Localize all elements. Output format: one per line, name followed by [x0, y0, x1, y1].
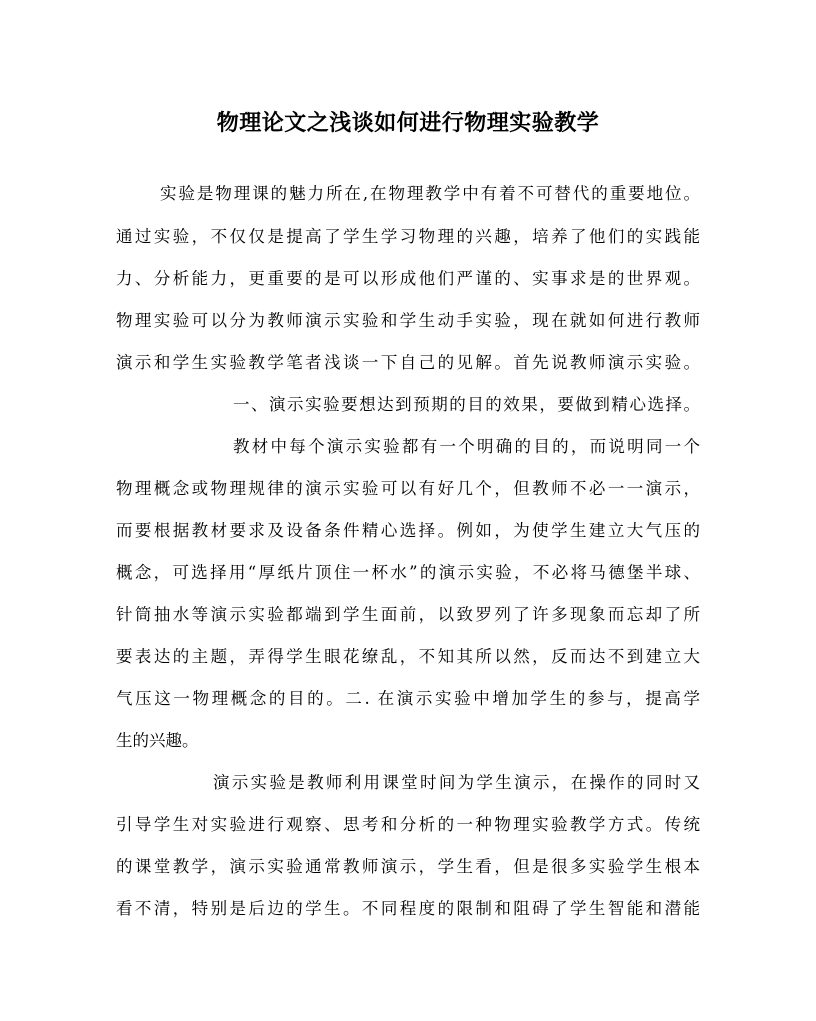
paragraph-line: 气压这一物理概念的目的。二. 在演示实验中增加学生的参与，提高学	[116, 689, 700, 708]
paragraph-line: 生的兴趣。	[116, 731, 199, 750]
paragraph-line: 而要根据教材要求及设备条件精心选择。例如，为使学生建立大气压的	[116, 521, 700, 540]
paragraph-line: 引导学生对实验进行观察、思考和分析的一种物理实验教学方式。传统	[116, 815, 700, 834]
paragraph-line: 的课堂教学，演示实验通常教师演示，学生看，但是很多实验学生根本	[116, 857, 700, 876]
paragraph-line: 演示实验是教师利用课堂时间为学生演示，在操作的同时又	[213, 773, 700, 792]
paragraph-line: 概念，可选择用“厚纸片顶住一杯水”的演示实验，不必将马德堡半球、	[116, 563, 700, 582]
paragraph-line: 针筒抽水等演示实验都端到学生面前，以致罗列了许多现象而忘却了所	[116, 605, 700, 624]
document-title: 物理论文之浅谈如何进行物理实验教学	[216, 110, 600, 136]
paragraph-line: 物理实验可以分为教师演示实验和学生动手实验，现在就如何进行教师	[116, 311, 700, 330]
section-heading-line: 一、演示实验要想达到预期的目的效果，要做到精心选择。	[233, 395, 700, 414]
paragraph-line: 看不清，特别是后边的学生。不同程度的限制和阻碍了学生智能和潜能	[116, 899, 700, 918]
paragraph-line: 演示和学生实验教学笔者浅谈一下自己的见解。首先说教师演示实验。	[116, 353, 700, 372]
paragraph-line: 实验是物理课的魅力所在,在物理教学中有着不可替代的重要地位。	[160, 184, 700, 203]
paragraph-line: 力、分析能力，更重要的是可以形成他们严谨的、实事求是的世界观。	[116, 269, 700, 288]
paragraph-line: 通过实验，不仅仅是提高了学生学习物理的兴趣，培养了他们的实践能	[116, 227, 700, 246]
paragraph-line: 要表达的主题，弄得学生眼花缭乱，不知其所以然，反而达不到建立大	[116, 647, 700, 666]
paragraph-line: 教材中每个演示实验都有一个明确的目的，而说明同一个	[233, 437, 700, 456]
paragraph-line: 物理概念或物理规律的演示实验可以有好几个，但教师不必一一演示，	[116, 479, 700, 498]
